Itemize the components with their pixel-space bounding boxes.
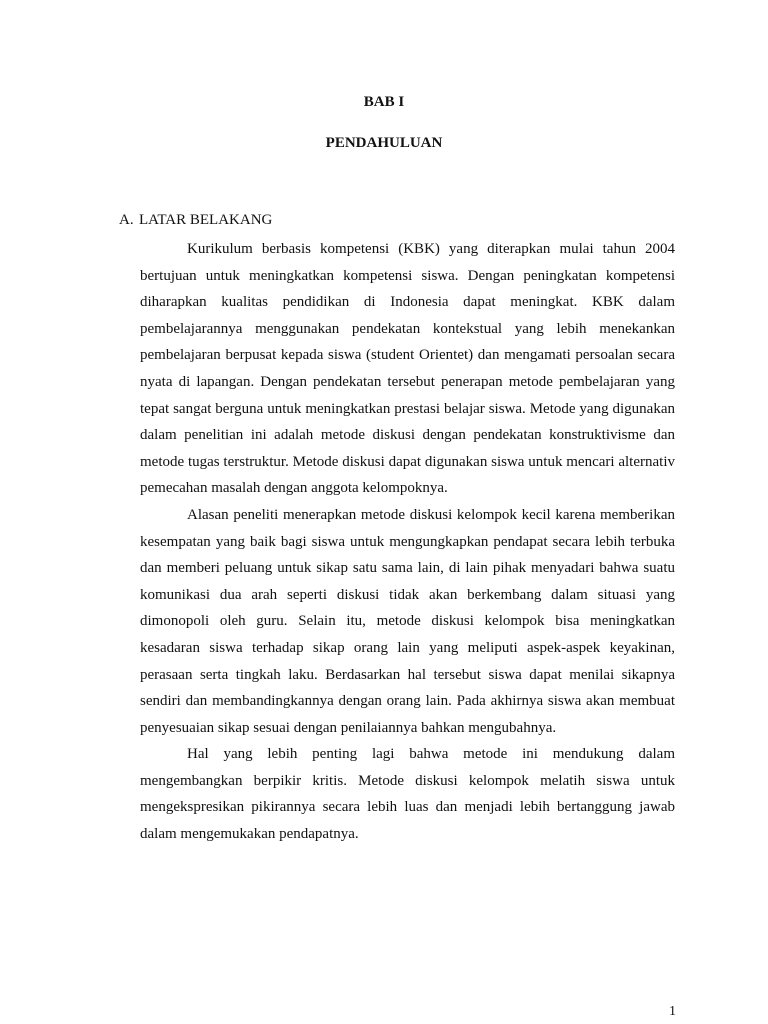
section-heading xyxy=(119,211,272,229)
paragraph-2: Alasan peneliti menerapkan metode diskusi kelompok kecil karena memberikan kesempatan yang baik bagi siswa untuk mengungkapkan pendapat secara lebih terbuka dan memberi peluang untuk sikap satu sama lain, di lain pihak menyadari bahwa suatu komunikasi dua arah seperti diskusi tidak akan berkembang dalam situasi yang dimonopoli oleh guru. Selain itu, metode diskusi kelompok bisa meningkatkan kesadaran siswa terhadap sikap orang lain yang meliputi aspek-aspek keyakinan, perasaan serta tingkah laku. Berdasarkan hal tersebut siswa dapat menilai sikapnya sendiri dan membandingkannya dengan orang lain. Pada akhirnya siswa akan membuat penyesuaian sikap sesuai dengan penilaiannya bahkan mengubahnya. xyxy=(140,506,675,736)
paragraph-3: Hal yang lebih penting lagi bahwa metode ini mendukung dalam mengembangkan berpikir kritis. Metode diskusi kelompok melatih siswa untuk mengekspresikan pikirannya secara lebih luas dan menjadi lebih bertanggung jawab dalam mengemukakan pendapatnya. xyxy=(140,746,675,843)
chapter-title: PENDAHULUAN xyxy=(325,135,443,151)
section-title: LATAR BELAKANG xyxy=(139,212,273,228)
section-letter: A. xyxy=(119,212,134,228)
chapter-number: BAB I xyxy=(363,94,405,110)
page-number: 1 xyxy=(669,1004,676,1019)
body-text xyxy=(140,236,675,848)
paragraph-1: Kurikulum berbasis kompetensi (KBK) yang diterapkan mulai tahun 2004 bertujuan untuk meningkatkan kompetensi siswa. Dengan peningkatan kompetensi diharapkan kualitas pendidikan di Indonesia dapat meningkat. KBK dalam pembelajarannya menggunakan pendekatan kontekstual yang lebih menekankan pembelajaran berpusat kepada siswa (student Orientet) dan mengamati persoalan secara nyata di lapangan. Dengan pendekatan tersebut penerapan metode pembelajaran yang tepat sangat berguna untuk meningkatkan prestasi belajar siswa. Metode yang digunakan dalam penelitian ini adalah metode diskusi dengan pendekatan konstruktivisme dan metode tugas terstruktur. Metode diskusi dapat digunakan siswa untuk mencari alternativ pemecahan masalah dengan anggota kelompoknya. xyxy=(140,241,675,497)
